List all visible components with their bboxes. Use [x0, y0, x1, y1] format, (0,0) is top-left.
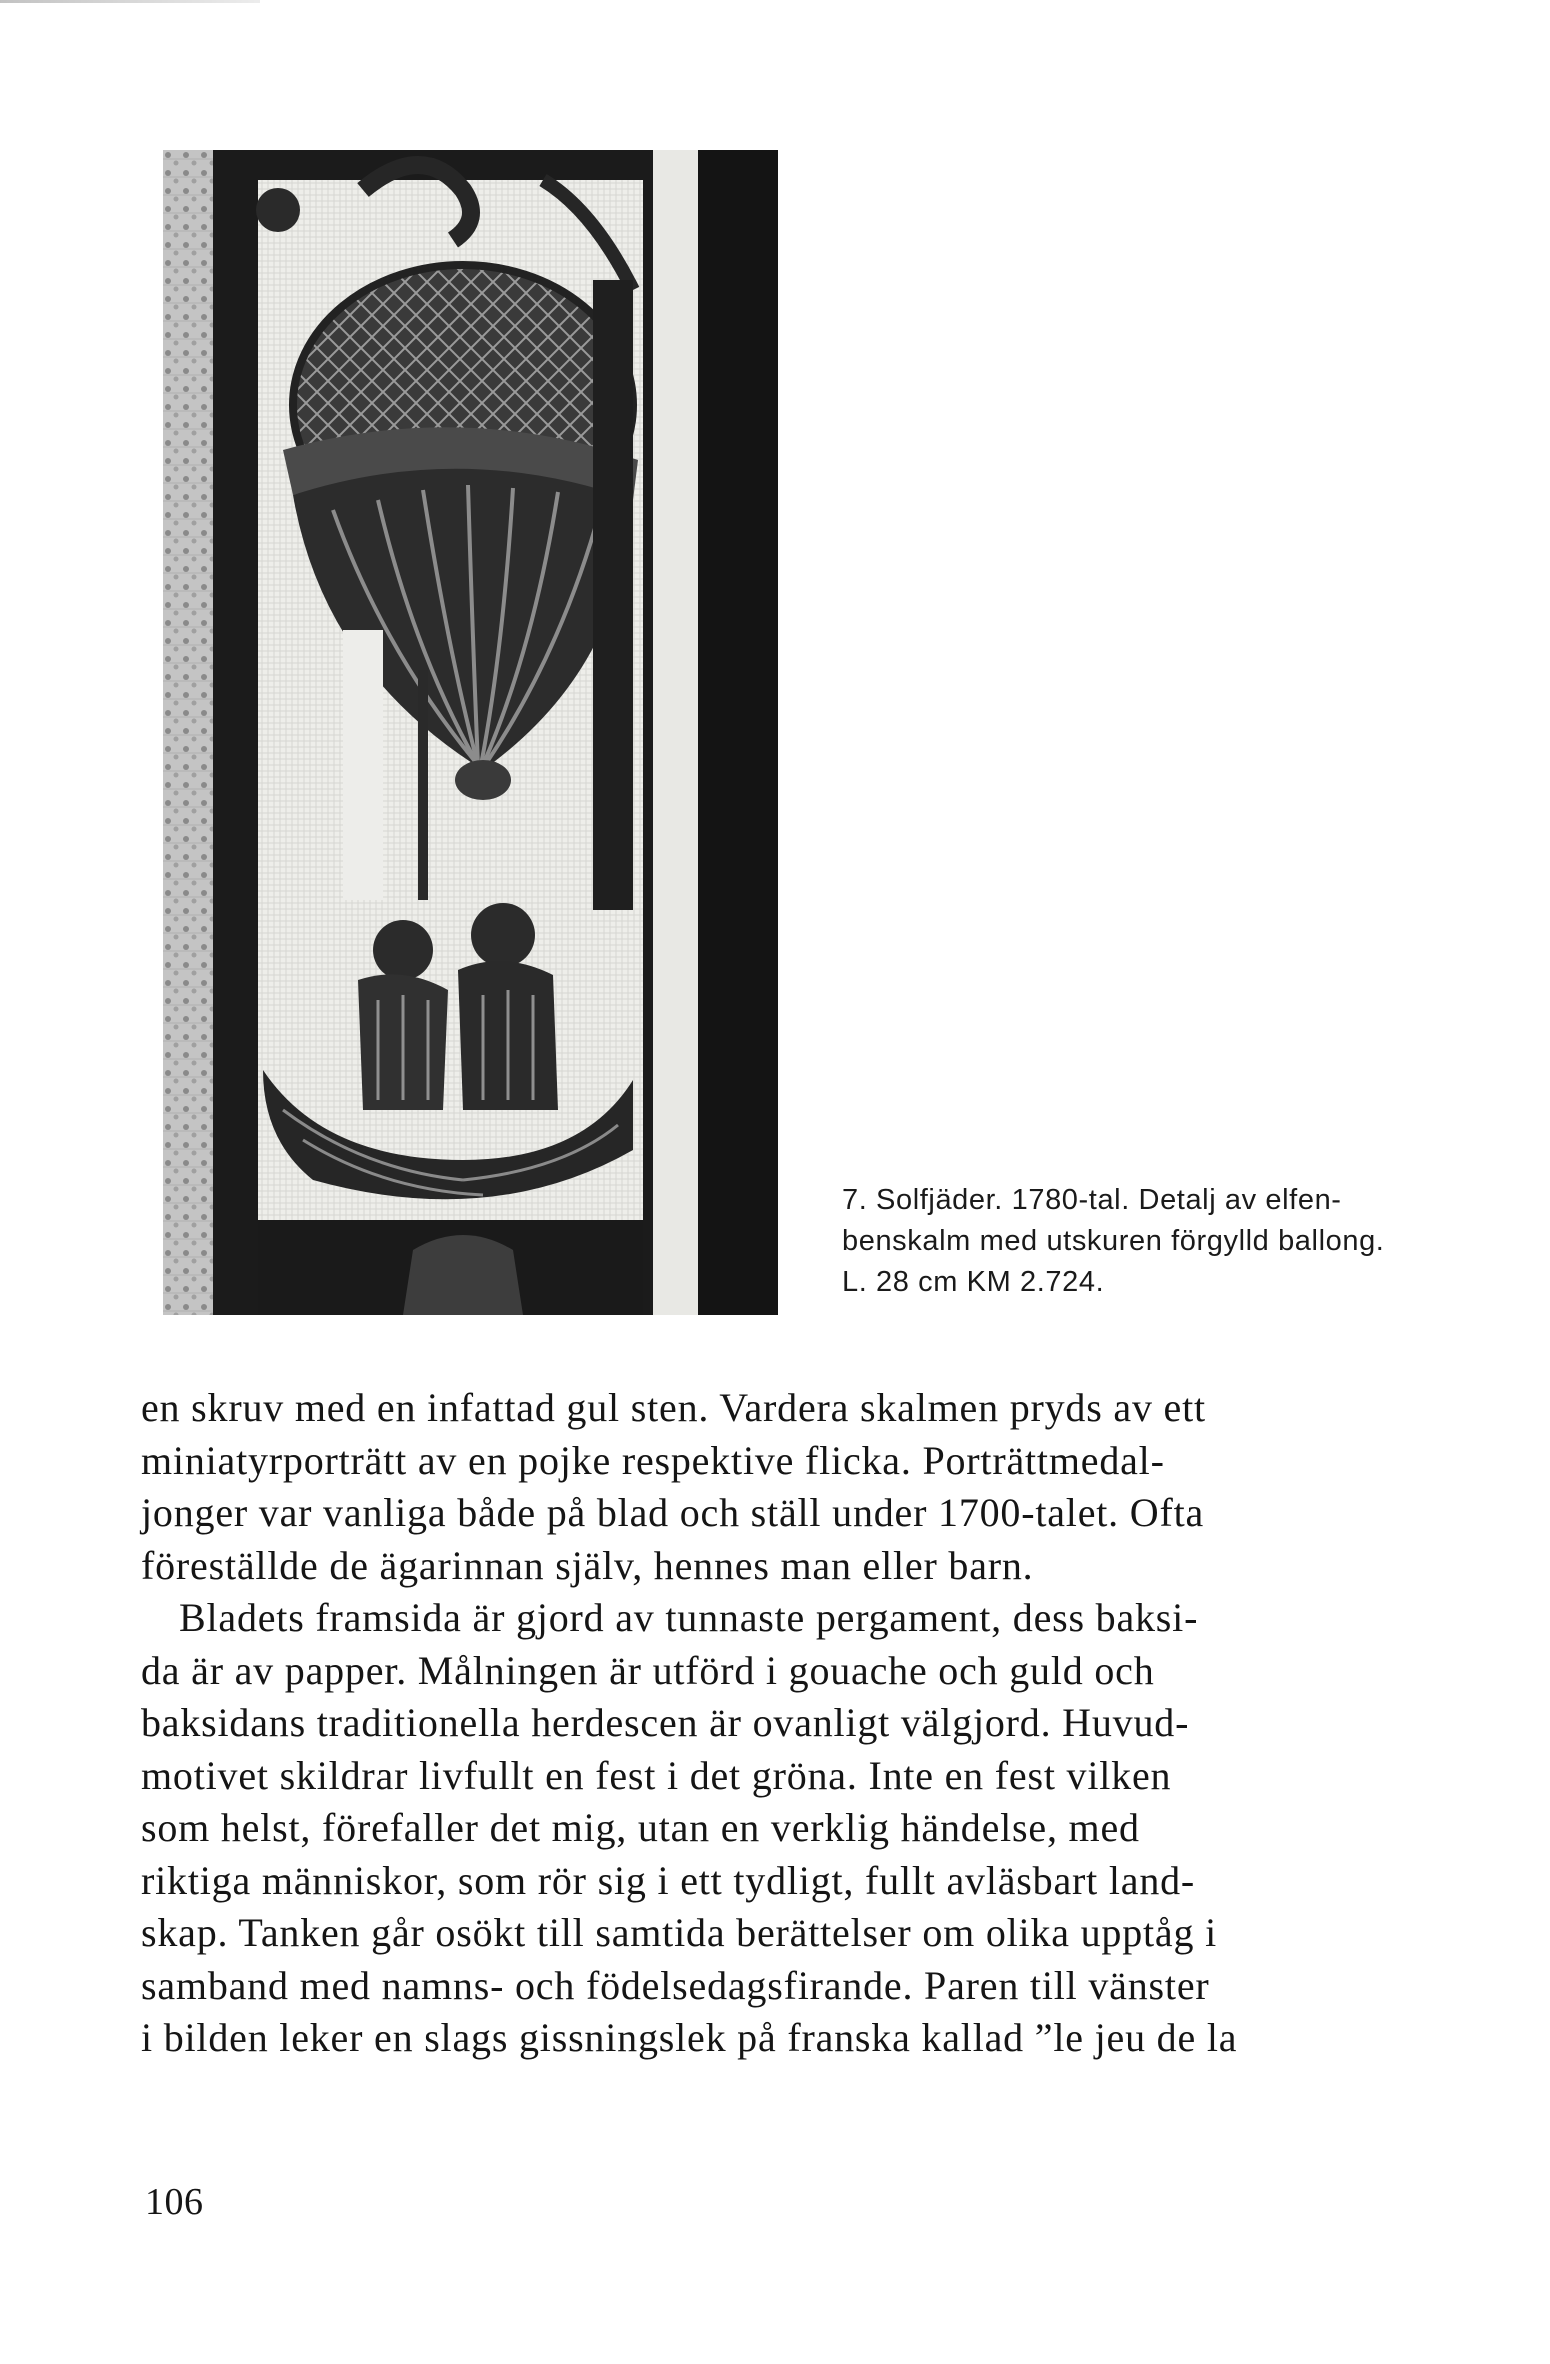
body-line: jonger var vanliga både på blad och ställ under 1700-talet. Ofta [141, 1490, 1205, 1535]
body-line: motivet skildrar livfullt en fest i det gröna. Inte en fest vilken [141, 1752, 1172, 1798]
figure-photo [163, 150, 778, 1315]
page-number: 106 [145, 2181, 204, 2223]
body-line: samband med namns- och födelsedagsfirande. Paren till vänster [141, 1962, 1210, 2008]
body-line: föreställde de ägarinnan själv, hennes man eller barn. [141, 1542, 1034, 1588]
body-text [141, 1382, 1341, 2065]
body-line: en skruv med en infattad gul sten. Vardera skalmen pryds av ett [141, 1385, 1206, 1430]
caption-line: 7. Solfjäder. 1780-tal. Detalj av elfen- [842, 1184, 1342, 1216]
body-line: i bilden leker en slags gissningslek på franska kallad ”le jeu de la [141, 2015, 1238, 2060]
body-line: da är av papper. Målningen är utförd i gouache och guld och [141, 1647, 1155, 1693]
caption-line: L. 28 cm KM 2.724. [842, 1266, 1105, 1298]
body-line: riktiga människor, som rör sig i ett tydligt, fullt avläsbart land- [141, 1857, 1196, 1903]
caption-line: benskalm med utskuren förgylld ballong. [842, 1225, 1385, 1257]
body-line: som helst, förefaller det mig, utan en verklig händelse, med [141, 1805, 1140, 1850]
body-line: skap. Tanken går osökt till samtida berättelser om olika upptåg i [141, 1910, 1218, 1955]
carved-ivory-balloon-photo-icon [163, 150, 778, 1315]
body-line: miniatyrporträtt av en pojke respektive flicka. Porträttmedal- [141, 1437, 1165, 1483]
body-line: Bladets framsida är gjord av tunnaste pergament, dess baksi- [179, 1595, 1199, 1640]
figure-caption [842, 1180, 1492, 1303]
body-line: baksidans traditionella herdescen är ovanligt välgjord. Huvud- [141, 1700, 1190, 1745]
page-edge [0, 0, 260, 3]
